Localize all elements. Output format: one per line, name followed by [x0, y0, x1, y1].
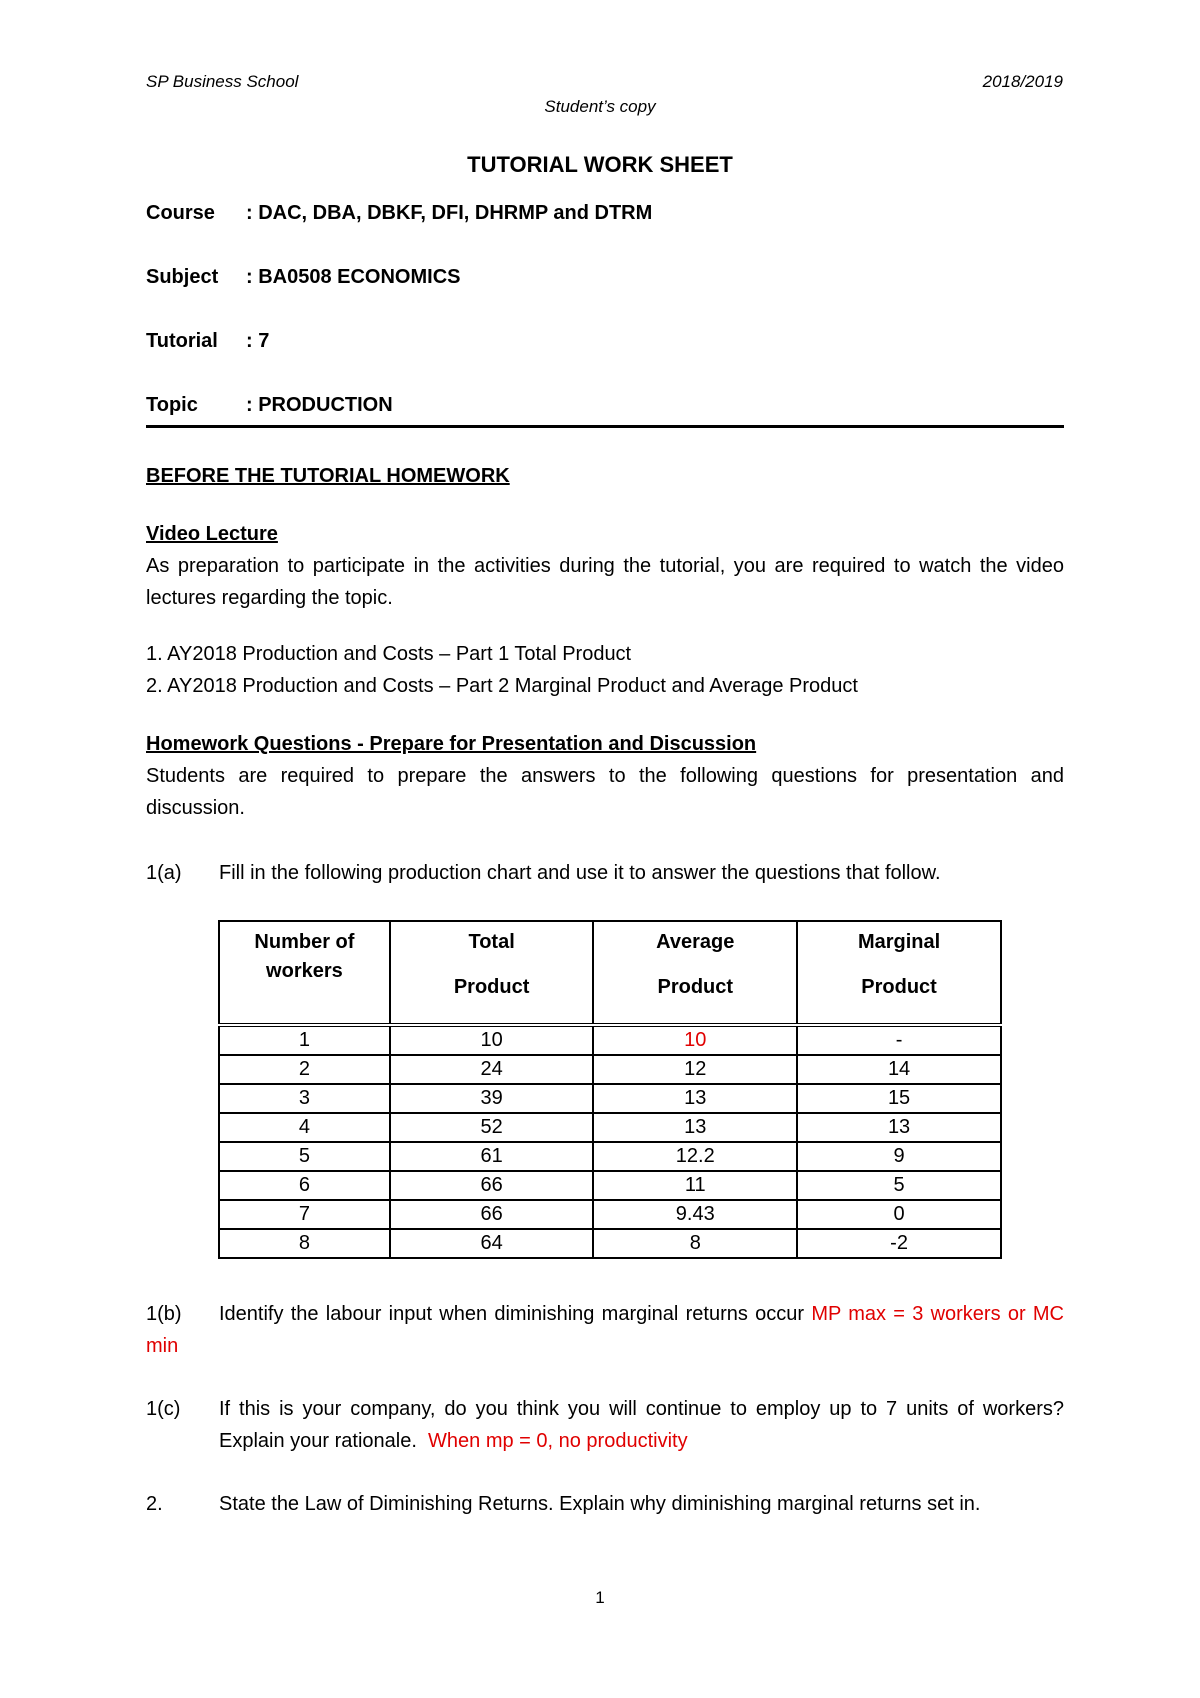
- col-header-average-product: [593, 921, 797, 1025]
- table-cell: 8: [219, 1229, 390, 1258]
- question-1b-number: 1(b): [146, 1303, 182, 1325]
- table-cell: 14: [797, 1055, 1001, 1084]
- page-number: 1: [595, 1588, 605, 1607]
- info-course-label: Course: [146, 202, 215, 224]
- video-heading-text: Video Lecture: [146, 523, 278, 545]
- question-1a-text: Fill in the following production chart and use it to answer the questions that follow.: [219, 862, 941, 884]
- info-tutorial: [146, 330, 269, 353]
- question-2-number: 2.: [146, 1493, 163, 1515]
- question-1b-answer: MP max = 3 workers or MC min: [146, 1303, 1064, 1357]
- table-cell: 9: [797, 1142, 1001, 1171]
- col-header-total-bottom: Product: [453, 976, 530, 998]
- table-cell: 10: [390, 1025, 594, 1055]
- video-heading: [146, 518, 1064, 550]
- col-header-marginal-top: Marginal: [857, 931, 941, 953]
- table-row: [219, 1055, 1001, 1084]
- video-text: As preparation to participate in the activities during the tutorial, you are required to watch the video lectures regarding the topic.: [146, 555, 1064, 609]
- question-2: [146, 1488, 1064, 1520]
- before-heading: [146, 460, 1064, 492]
- table-cell: 7: [219, 1200, 390, 1229]
- homework-heading-text: Homework Questions - Prepare for Presentation and Discussion: [146, 733, 757, 755]
- table-cell: -: [797, 1025, 1001, 1055]
- info-topic: [146, 394, 393, 417]
- table-cell: 3: [219, 1084, 390, 1113]
- table-cell: 64: [390, 1229, 594, 1258]
- table-row: [219, 1229, 1001, 1258]
- table-cell: 6: [219, 1171, 390, 1200]
- table-cell: 4: [219, 1113, 390, 1142]
- question-1c-number: 1(c): [146, 1398, 181, 1420]
- table-cell: 61: [390, 1142, 594, 1171]
- col-header-total-product: [390, 921, 594, 1025]
- table-row: [219, 1113, 1001, 1142]
- table-row: [219, 1142, 1001, 1171]
- question-2-text: State the Law of Diminishing Returns. Explain why diminishing marginal returns set in.: [219, 1493, 981, 1515]
- header-copy: Student’s copy: [544, 97, 656, 116]
- table-cell: 1: [219, 1025, 390, 1055]
- col-header-average-top: Average: [656, 931, 735, 953]
- question-1a-number: 1(a): [146, 862, 182, 884]
- table-cell: -2: [797, 1229, 1001, 1258]
- question-1b-text: Identify the labour input when diminishing marginal returns occur: [219, 1303, 805, 1325]
- col-header-workers-label: Number of workers: [254, 931, 355, 982]
- homework-text: Students are required to prepare the answers to the following questions for presentation and discussion.: [146, 765, 1064, 819]
- question-1c-text: If this is your company, do you think you will continue to employ up to 7 units of workers? Explain your rationale.: [219, 1398, 1064, 1452]
- production-table: [218, 920, 1002, 1259]
- table-cell: 5: [797, 1171, 1001, 1200]
- question-1b-body: [146, 1298, 1064, 1362]
- question-1c-body: [219, 1393, 1064, 1457]
- header-school: SP Business School: [146, 72, 299, 91]
- homework-heading: [146, 728, 1064, 760]
- info-course: [146, 202, 652, 225]
- table-header-row: [219, 921, 1001, 1025]
- info-tutorial-value: : 7: [246, 330, 270, 352]
- table-cell: 5: [219, 1142, 390, 1171]
- table-cell: 8: [593, 1229, 797, 1258]
- table-cell: 12: [593, 1055, 797, 1084]
- table-cell: 13: [797, 1113, 1001, 1142]
- question-1c: [146, 1393, 1064, 1457]
- before-heading-text: BEFORE THE TUTORIAL HOMEWORK: [146, 465, 510, 487]
- table-cell: 9.43: [593, 1200, 797, 1229]
- page-title: TUTORIAL WORK SHEET: [467, 152, 733, 177]
- table-cell: 39: [390, 1084, 594, 1113]
- header-year: 2018/2019: [982, 72, 1063, 91]
- table-cell: 24: [390, 1055, 594, 1084]
- table-cell-answer: 10: [593, 1025, 797, 1055]
- question-1a: [146, 857, 1064, 889]
- table-cell: 66: [390, 1171, 594, 1200]
- question-1c-answer: When mp = 0, no productivity: [428, 1430, 688, 1452]
- table-row: [219, 1171, 1001, 1200]
- col-header-average-bottom: Product: [657, 976, 734, 998]
- info-subject: [146, 266, 461, 289]
- table-row: [219, 1025, 1001, 1055]
- video-item-2: 2. AY2018 Production and Costs – Part 2 Marginal Product and Average Product: [146, 675, 858, 697]
- table-cell: 13: [593, 1113, 797, 1142]
- info-topic-label: Topic: [146, 394, 198, 416]
- info-subject-label: Subject: [146, 266, 219, 288]
- col-header-marginal-bottom: Product: [861, 976, 937, 998]
- info-tutorial-label: Tutorial: [146, 330, 218, 352]
- info-course-value: : DAC, DBA, DBKF, DFI, DHRMP and DTRM: [246, 202, 653, 224]
- table-row: [219, 1200, 1001, 1229]
- table-cell: 11: [593, 1171, 797, 1200]
- col-header-marginal-product: [797, 921, 1001, 1025]
- table-cell: 66: [390, 1200, 594, 1229]
- table-row: [219, 1084, 1001, 1113]
- table-cell: 15: [797, 1084, 1001, 1113]
- table-cell: 0: [797, 1200, 1001, 1229]
- video-item-1: 1. AY2018 Production and Costs – Part 1 Total Product: [146, 643, 632, 665]
- col-header-total-top: Total: [468, 931, 515, 953]
- divider-rule: [146, 425, 1064, 428]
- table-cell: 13: [593, 1084, 797, 1113]
- info-topic-value: : PRODUCTION: [246, 394, 393, 416]
- question-1b: [146, 1298, 1064, 1362]
- table-cell: 2: [219, 1055, 390, 1084]
- table-cell: 52: [390, 1113, 594, 1142]
- info-subject-value: : BA0508 ECONOMICS: [246, 266, 461, 288]
- col-header-workers: [219, 921, 390, 1025]
- table-cell: 12.2: [593, 1142, 797, 1171]
